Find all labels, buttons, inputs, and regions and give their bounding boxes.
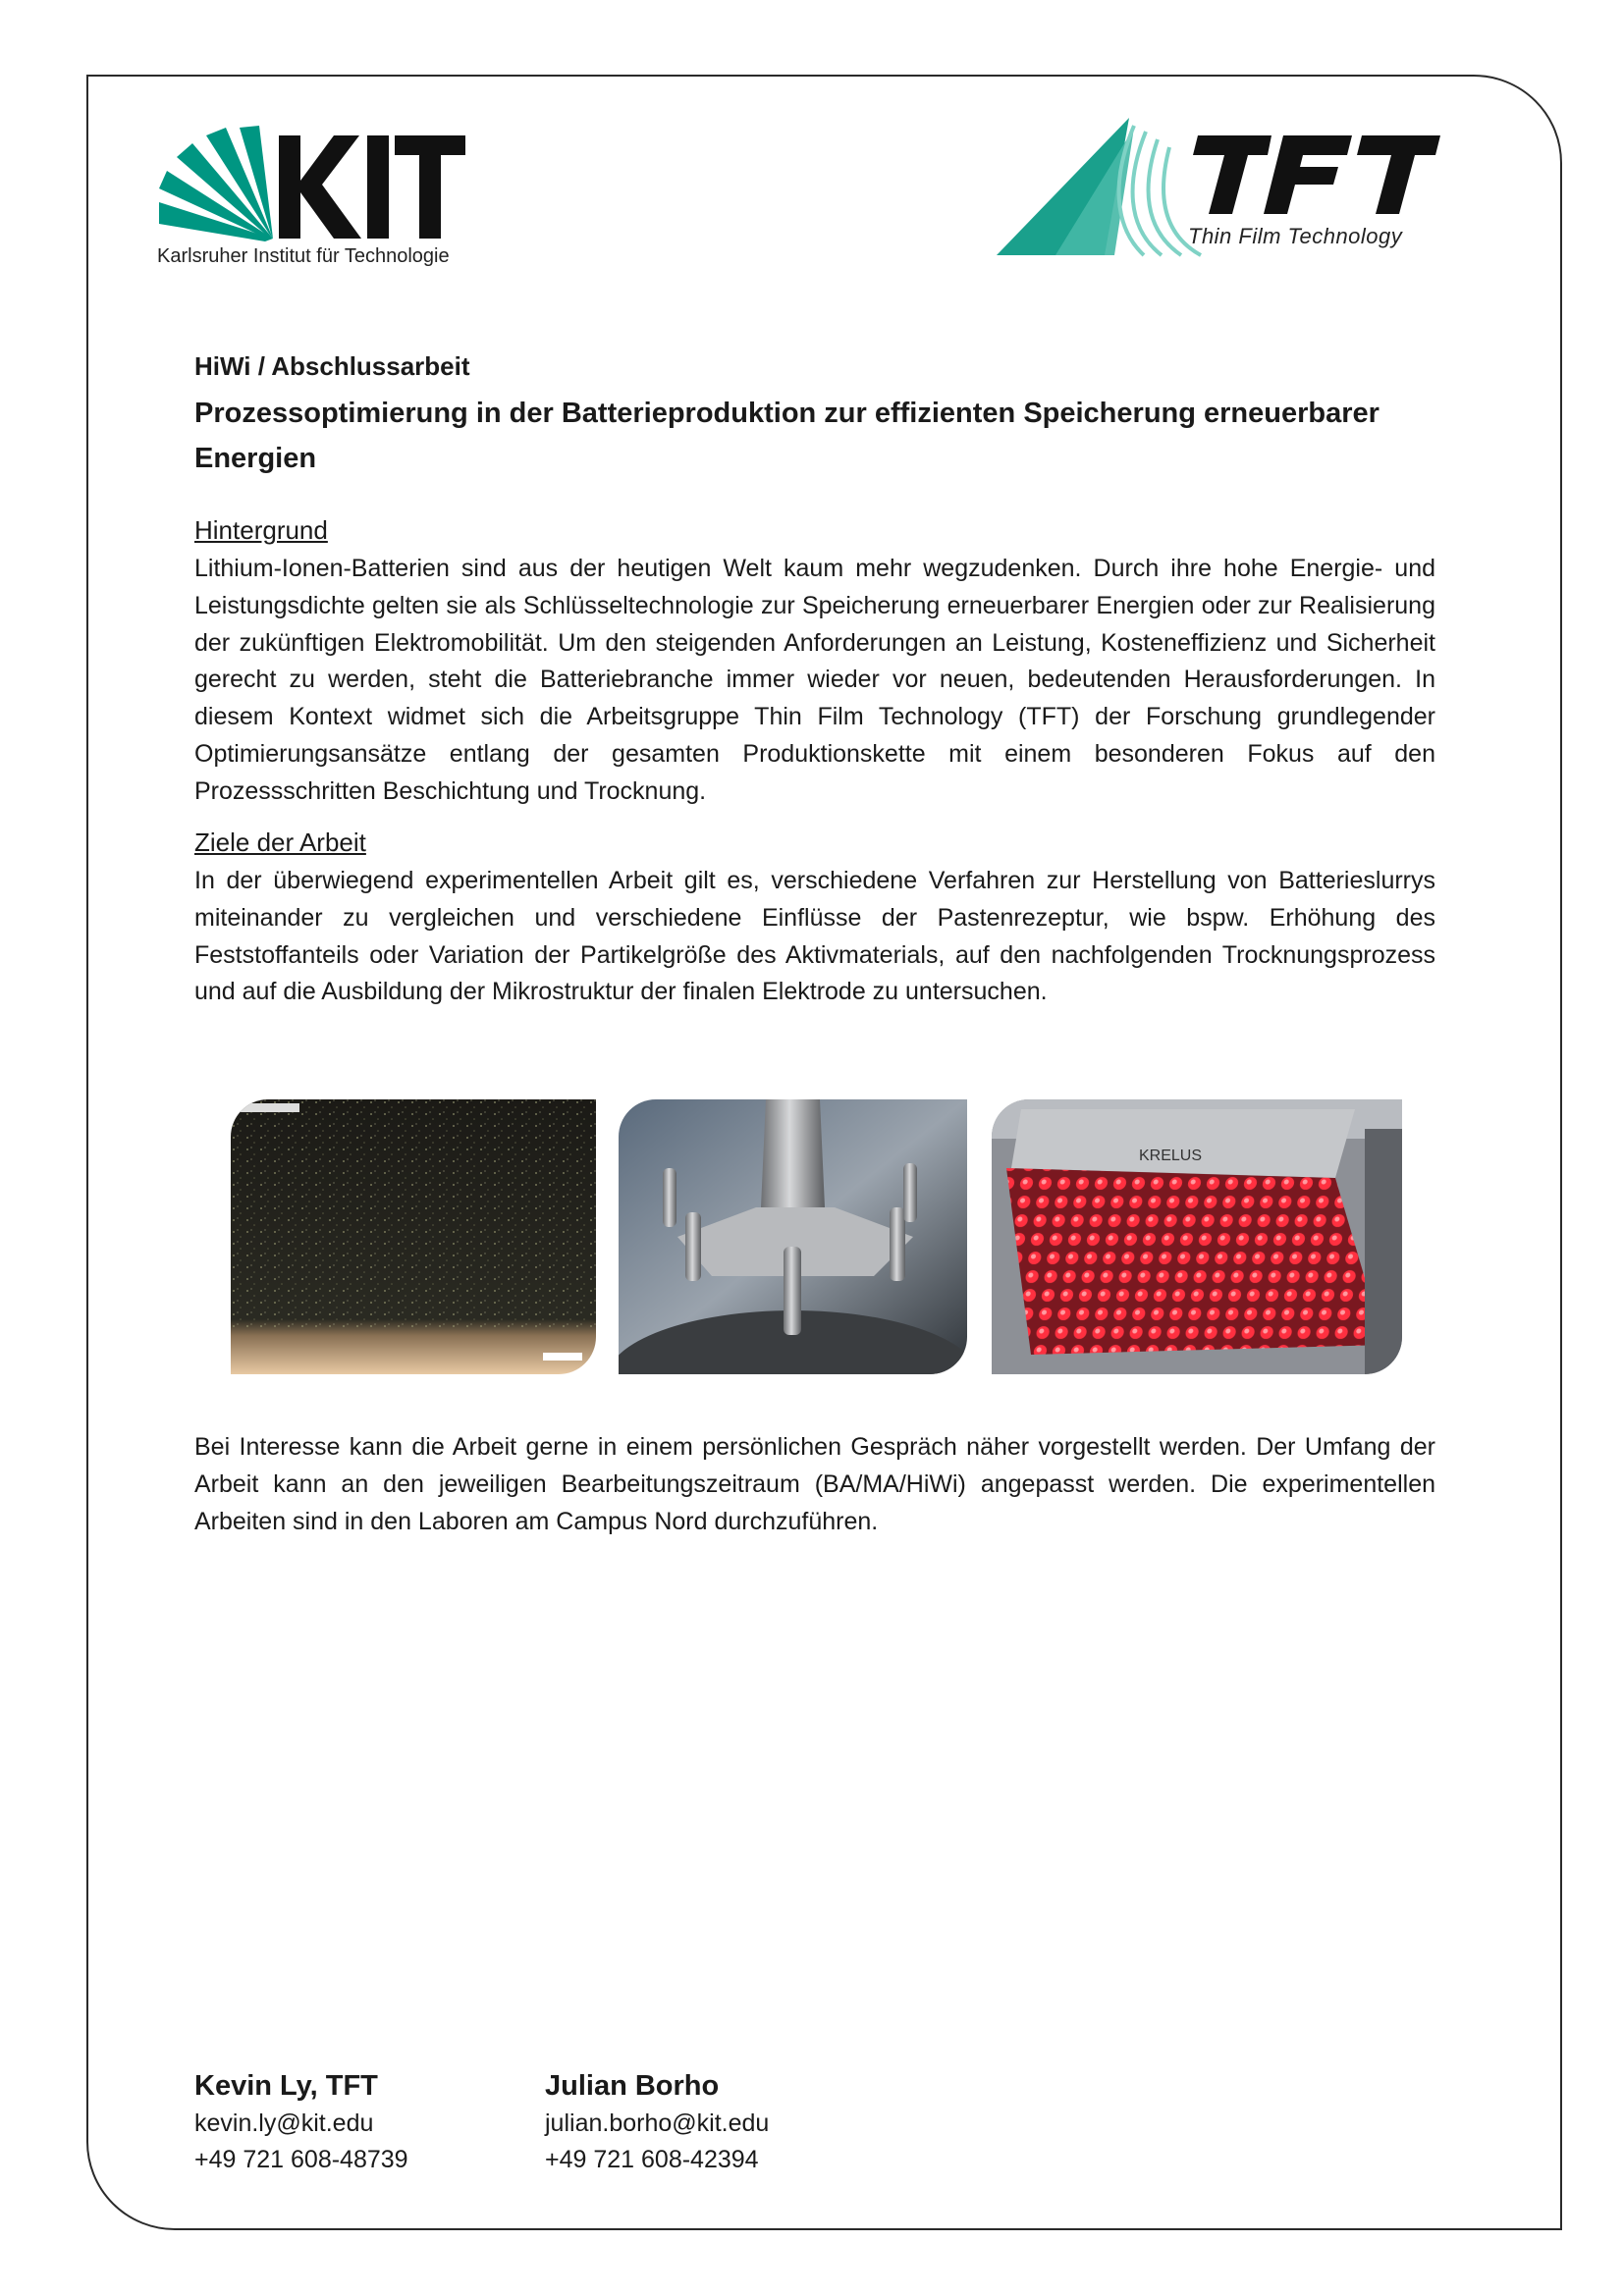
contact-phone: +49 721 608-48739 <box>194 2146 408 2173</box>
paragraph: Bei Interesse kann die Arbeit gerne in einem persönlichen Gespräch näher vorgestellt werden. Der Umfang der Arbeit kann an den jeweiligen Bearbeitungszeitraum (BA/MA/HiWi) angepasst werden. Die experimentellen Arbeiten sind in den Laboren am Campus Nord durchzuführen. <box>194 1433 1435 1535</box>
section-heading-background: Hintergrund <box>194 515 328 545</box>
tft-caption: Thin Film Technology <box>1188 224 1403 248</box>
paragraph: Lithium-Ionen-Batterien sind aus der heutigen Welt kaum mehr wegzudenken. Durch ihre hohe Energie- und Leistungsdichte gelten sie als Schlüsseltechnologie zur Speicherung erneuerbarer Energien oder zur Realisierung der zukünftigen Elektromobilität. Um den steigenden Anforderungen an Leistung, Kosteneffizienz und Sicherheit gerecht zu werden, steht die Batteriebranche immer wieder vor neuen, bedeutenden Herausforderungen. In diesem Kontext widmet sich die Arbeitsgruppe Thin Film Technology (TFT) der Forschung grundlegender Optimierungsansätze entlang der gesamten Produktionskette mit einem besonderen Fokus auf den Prozessschritten Beschichtung und Trocknung. <box>194 555 1435 805</box>
paragraph: In der überwiegend experimentellen Arbeit gilt es, verschiedene Verfahren zur Herstellung von Batterieslurrys miteinander zu vergleichen und verschiedene Einflüsse der Pastenrezeptur, wie bspw. Erhöhung des Feststoffanteils oder Variation der Partikelgröße des Aktivmaterials, auf den nachfolgenden Trocknungsprozess und auf die Ausbildung der Mikrostruktur der finalen Elektrode zu untersuchen. <box>194 867 1435 1006</box>
ir-dryer-image <box>992 1099 1402 1374</box>
section-heading-goals: Ziele der Arbeit <box>194 828 366 857</box>
kit-caption: Karlsruher Institut für Technologie <box>157 245 450 267</box>
closing-text <box>194 1429 1435 1540</box>
contact-email[interactable]: kevin.ly@kit.edu <box>194 2109 374 2137</box>
document-kicker: HiWi / Abschlussarbeit <box>194 351 470 381</box>
contact-name: Kevin Ly, TFT <box>194 2070 378 2102</box>
section-text-goals <box>194 863 1435 1011</box>
contact-email[interactable]: julian.borho@kit.edu <box>545 2109 770 2137</box>
contact-kevin <box>194 2066 408 2178</box>
microscope-image <box>231 1099 596 1374</box>
document-title: Prozessoptimierung in der Batterieproduktion zur effizienten Speicherung erneuerbarer Energien <box>194 398 1380 474</box>
contact-name: Julian Borho <box>545 2070 720 2102</box>
section-text-background <box>194 551 1435 811</box>
photo-strip <box>231 1099 1399 1374</box>
mixer-tool-image <box>619 1099 967 1374</box>
dryer-brand-label: KRELUS <box>1139 1148 1203 1164</box>
contact-phone: +49 721 608-42394 <box>545 2146 759 2173</box>
contact-julian <box>545 2066 769 2178</box>
